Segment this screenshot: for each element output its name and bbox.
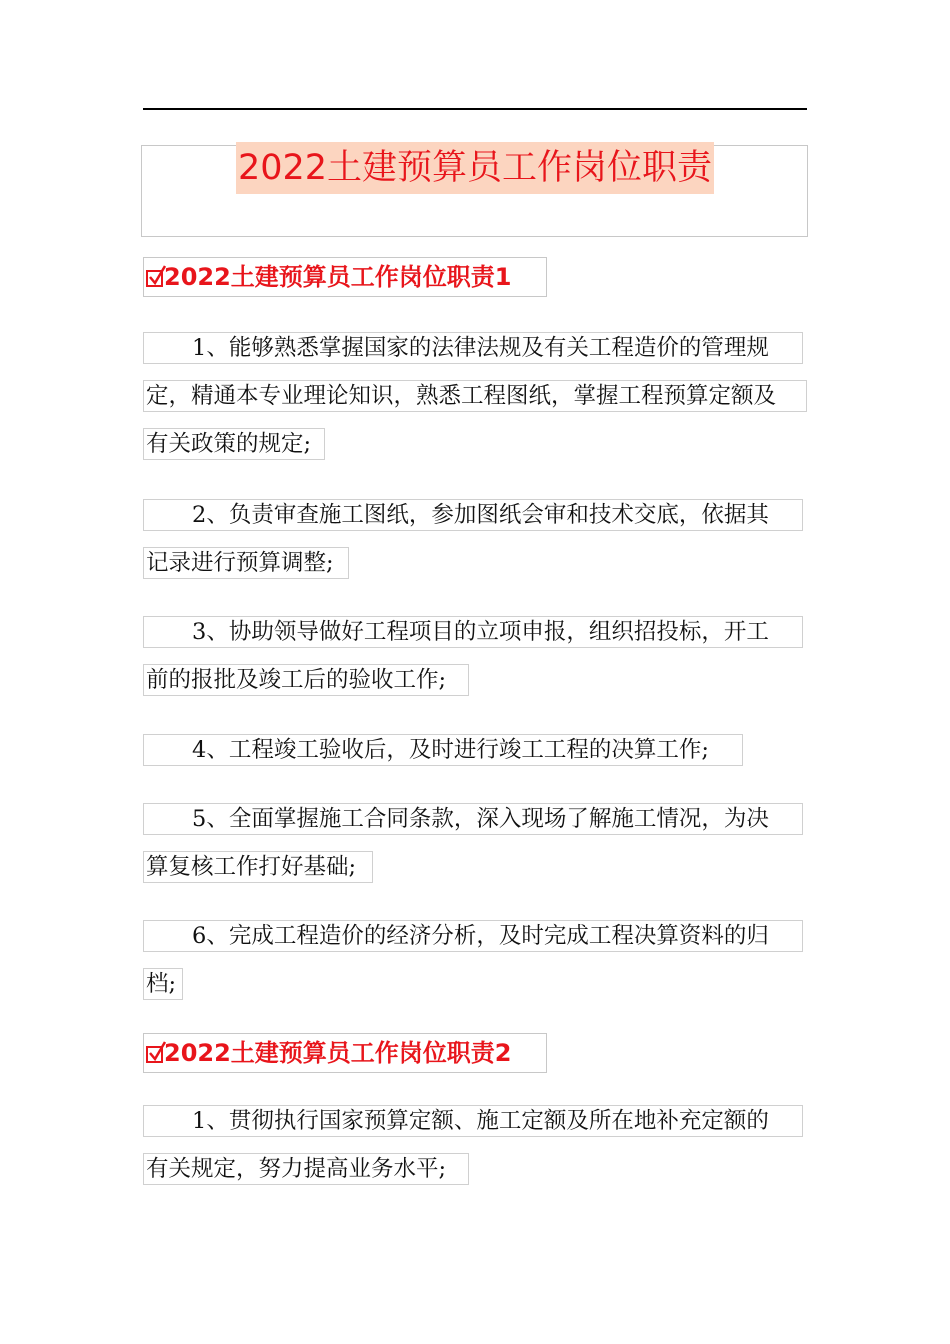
paragraph-line: 记录进行预算调整; (143, 547, 349, 579)
paragraph-line: 1、贯彻执行国家预算定额、施工定额及所在地补充定额的 (143, 1105, 803, 1137)
checkbox-check-icon (146, 1046, 163, 1063)
paragraph-line: 4、工程竣工验收后，及时进行竣工工程的决算工作; (143, 734, 743, 766)
top-rule (143, 108, 807, 110)
paragraph-line: 3、协助领导做好工程项目的立项申报，组织招投标，开工 (143, 616, 803, 648)
section-heading-text: 2022土建预算员工作岗位职责1 (164, 263, 512, 291)
paragraph-line: 有关规定，努力提高业务水平; (143, 1153, 469, 1185)
paragraph-line: 6、完成工程造价的经济分析，及时完成工程决算资料的归 (143, 920, 803, 952)
paragraph-line: 2、负责审查施工图纸，参加图纸会审和技术交底，依据其 (143, 499, 803, 531)
paragraph-line: 定，精通本专业理论知识，熟悉工程图纸，掌握工程预算定额及 (143, 380, 807, 412)
paragraph-line: 5、全面掌握施工合同条款，深入现场了解施工情况，为决 (143, 803, 803, 835)
section-heading-1 (143, 257, 547, 297)
paragraph-line: 算复核工作打好基础; (143, 851, 373, 883)
paragraph-line: 档; (143, 968, 183, 1000)
paragraph-line: 前的报批及竣工后的验收工作; (143, 664, 469, 696)
document-title: 2022土建预算员工作岗位职责 (236, 142, 714, 194)
checkbox-check-icon (146, 270, 163, 287)
paragraph-line: 有关政策的规定; (143, 428, 325, 460)
section-heading-text: 2022土建预算员工作岗位职责2 (164, 1039, 512, 1067)
section-heading-2 (143, 1033, 547, 1073)
paragraph-line: 1、能够熟悉掌握国家的法律法规及有关工程造价的管理规 (143, 332, 803, 364)
